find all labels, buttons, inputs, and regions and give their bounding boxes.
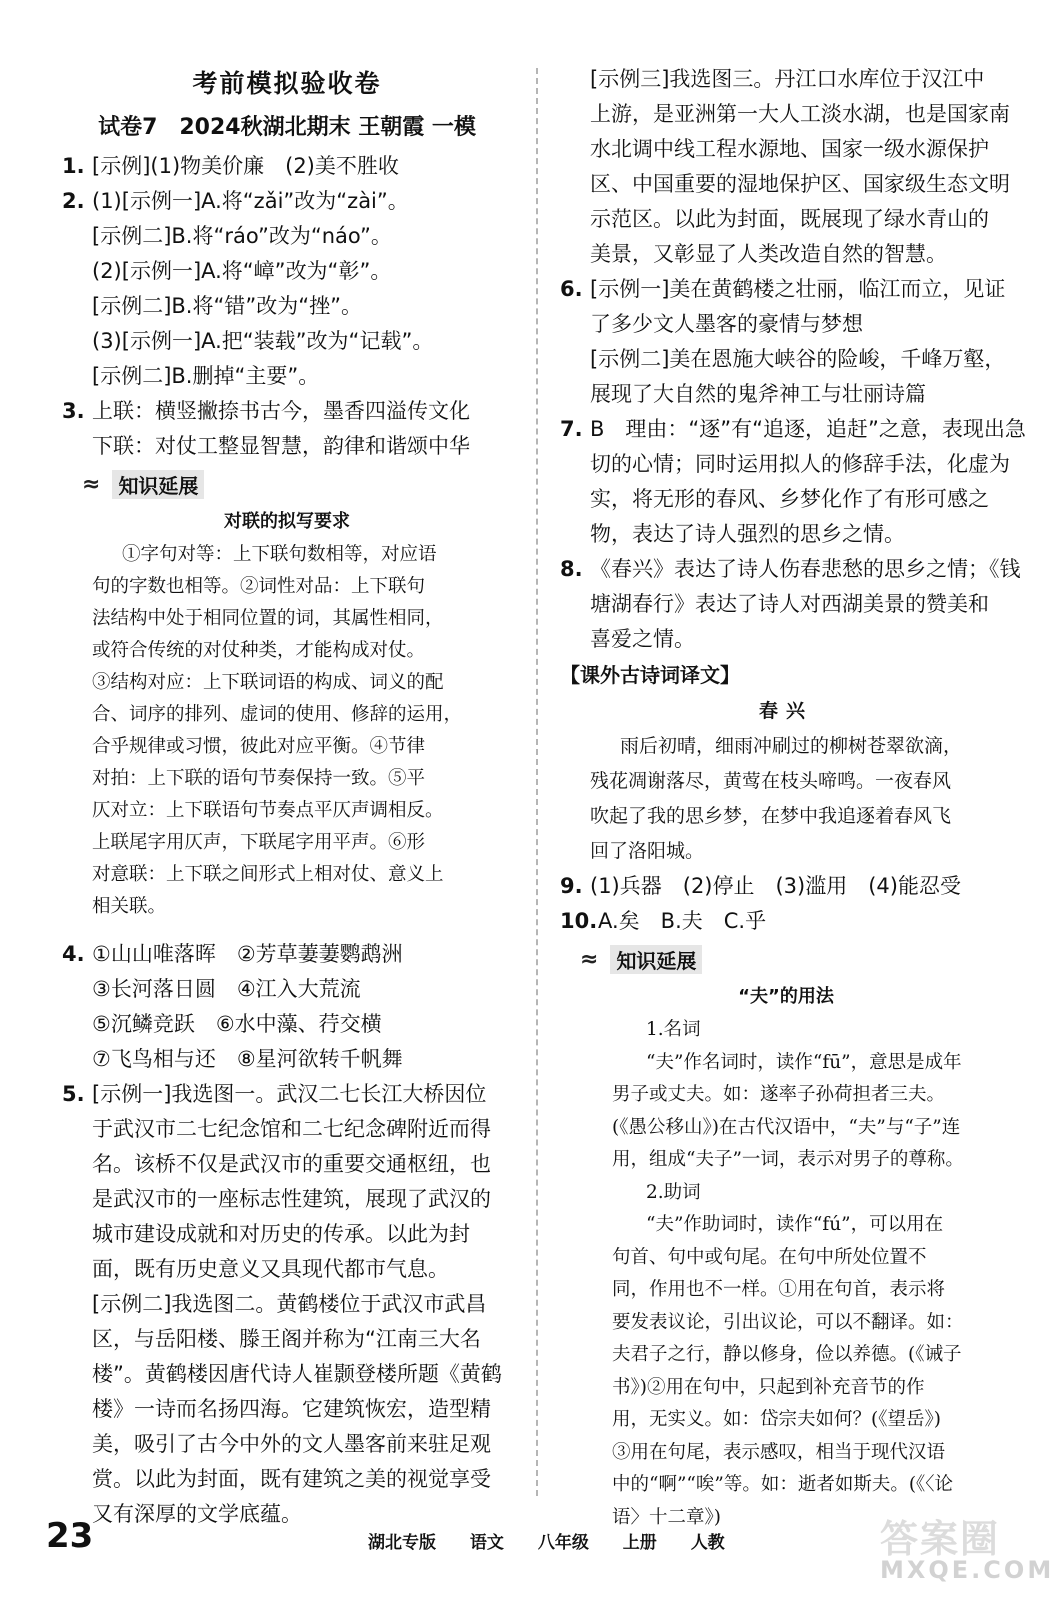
extension-line: 相关联。 — [92, 896, 167, 917]
extension-line: “夫”作助词时，读作“fú”，可以用在 — [646, 1214, 944, 1235]
extension-line: 仄对立：上下联语句节奏点平仄声调相反。 — [92, 800, 444, 821]
wave-icon: ≈ — [580, 947, 599, 972]
answer-line: 水北调中线工程水源地、国家一级水源保护 — [590, 137, 989, 161]
extension-line: 法结构中处于相同位置的词，其属性相同， — [92, 608, 444, 629]
watermark-url: MXQE.COM — [880, 1556, 1055, 1584]
answer-line: 下联：对仗工整显智慧，韵律和谐颂中华 — [92, 434, 470, 458]
knowledge-extension-label: 知识延展 — [112, 470, 204, 499]
extension-line: 书》)②用在句中，只起到补充音节的作 — [612, 1376, 925, 1398]
page-title: 考前模拟验收卷 — [192, 69, 382, 98]
translation-line: 回了洛阳城。 — [590, 840, 705, 862]
answer-line: [示例二]B.将“错”改为“挫”。 — [92, 294, 362, 318]
translation-line: 残花凋谢落尽，黄莺在枝头啼鸣。一夜春风 — [590, 770, 952, 792]
answer-text: 上联：横竖撇捺书古今，墨香四溢传文化 — [92, 399, 470, 423]
answer-number: 7. — [560, 417, 583, 441]
answer-text: [示例一]美在黄鹤楼之壮丽，临江而立，见证 — [590, 277, 1006, 301]
answer-1 — [62, 149, 512, 184]
footer-info — [368, 1528, 747, 1553]
extension-line: 或符合传统的对仗种类，才能构成对仗。 — [92, 640, 426, 661]
answer-line: 塘湖春行》表达了诗人对西湖美景的赞美和 — [590, 592, 989, 616]
answer-line: 上游，是亚洲第一大人工淡水湖，也是国家南 — [590, 102, 1010, 126]
answer-line: [示例二]我选图二。黄鹤楼位于武汉市武昌 — [92, 1292, 487, 1316]
answer-line: 名。该桥不仅是武汉市的重要交通枢纽，也 — [92, 1152, 491, 1176]
extension-line: 2.助词 — [646, 1181, 701, 1203]
extension-line: 中的“啊”“唉”等。如：逝者如斯夫。(《〈论 — [612, 1474, 954, 1495]
answer-line: 又有深厚的文学底蕴。 — [92, 1502, 302, 1526]
answer-line: [示例二]B.删掉“主要”。 — [92, 364, 320, 388]
extension-line: “夫”作名词时，读作“fū”，意思是成年 — [646, 1051, 962, 1073]
extension-line: 用，无实义。如：岱宗夫如何？(《望岳》) — [612, 1409, 941, 1430]
column-divider — [536, 68, 538, 1496]
answer-7 — [560, 412, 1026, 447]
translation-line: 吹起了我的思乡梦，在梦中我追逐着春风飞 — [590, 805, 952, 827]
extension-line: 男子或丈夫。如：遂率子孙荷担者三夫。 — [612, 1084, 946, 1105]
answer-number: 10. — [560, 909, 598, 933]
knowledge-extension-label: 知识延展 — [610, 945, 702, 974]
answer-number: 9. — [560, 874, 583, 898]
extension-line: 用，组成“夫子”一词，表示对男子的尊称。 — [612, 1149, 964, 1170]
extension-line: 合、词序的排列、虚词的使用、修辞的运用， — [92, 704, 463, 725]
extension-line: 语〉十二章》) — [612, 1506, 721, 1528]
extension-line: 夫君子之行，静以修身，俭以养德。(《诫子 — [612, 1344, 962, 1365]
answer-9 — [560, 869, 1012, 904]
answer-line: 楼》一诗而名扬四海。它建筑恢宏，造型精 — [92, 1397, 491, 1421]
answer-10 — [560, 904, 1012, 939]
extension-title: “夫”的用法 — [738, 986, 834, 1007]
extension-line: (《愚公移山》)在古代汉语中，“夫”与“子”连 — [612, 1116, 961, 1138]
answer-line: [示例二]B.将“ráo”改为“náo”。 — [92, 224, 392, 248]
answer-line: 赏。以此为封面，既有建筑之美的视觉享受 — [92, 1467, 491, 1491]
watermark-logo: 答案圈 — [880, 1517, 1001, 1561]
wave-icon: ≈ — [82, 472, 101, 497]
footer-item-volume: 上册 — [622, 1533, 657, 1553]
footer-item-edition: 湖北专版 — [368, 1533, 436, 1553]
answer-line: 是武汉市的一座标志性建筑，展现了武汉的 — [92, 1187, 491, 1211]
answer-number: 3. — [62, 399, 85, 423]
extension-line: 同，作用也不一样。①用在句首，表示将 — [612, 1279, 946, 1300]
answer-number: 5. — [62, 1082, 85, 1106]
translation-heading: 【课外古诗词译文】 — [560, 663, 740, 687]
answer-line: 切的心情；同时运用拟人的修辞手法，化虚为 — [590, 452, 1010, 476]
answer-line: 美景，又彰显了人类改造自然的智慧。 — [590, 242, 947, 266]
answer-6 — [560, 272, 1012, 307]
answer-number: 2. — [62, 189, 85, 213]
answer-line: (3)[示例一]A.把“装载”改为“记载”。 — [92, 329, 434, 353]
answer-line: 楼”。黄鹤楼因唐代诗人崔颢登楼所题《黄鹤 — [92, 1362, 502, 1386]
poem-title: 春兴 — [758, 700, 813, 722]
knowledge-extension-header — [82, 470, 512, 499]
extension-line: ③结构对应：上下联词语的构成、词义的配 — [92, 672, 444, 693]
footer-item-publisher: 人教 — [690, 1533, 725, 1553]
answer-4 — [62, 937, 512, 972]
answer-line: ⑦飞鸟相与还 ⑧星河欲转千帆舞 — [92, 1047, 403, 1071]
exam-subtitle: 试卷7 2024秋湖北期末 王朝霞 一模 — [98, 115, 476, 140]
answer-3 — [62, 394, 512, 429]
extension-line: 句的字数也相等。②词性对品：上下联句 — [92, 576, 426, 597]
extension-line: 合乎规律或习惯，彼此对应平衡。④节律 — [92, 736, 426, 757]
answer-line: 面，既有历史意义又具现代都市气息。 — [92, 1257, 449, 1281]
knowledge-extension-header — [580, 945, 1012, 974]
translation-line: 雨后初晴，细雨冲刷过的柳树苍翠欲滴， — [620, 735, 963, 757]
answer-5 — [62, 1077, 512, 1112]
answer-line: 了多少文人墨客的豪情与梦想 — [590, 312, 863, 336]
answer-line: ③长河落日圆 ④江入大荒流 — [92, 977, 361, 1001]
left-column — [62, 60, 512, 1532]
extension-line: 对意联：上下联之间形式上相对仗、意义上 — [92, 864, 444, 885]
answer-line: 喜爱之情。 — [590, 627, 695, 651]
answer-text: [示例一]我选图一。武汉二七长江大桥因位 — [92, 1082, 487, 1106]
answer-text: 《春兴》表达了诗人伤春悲愁的思乡之情；《钱 — [590, 557, 1021, 581]
extension-line: 要发表议论，引出议论，可以不翻译。如： — [612, 1311, 964, 1333]
footer-item-subject: 语文 — [469, 1533, 504, 1553]
answer-text: [示例](1)物美价廉 (2)美不胜收 — [92, 154, 399, 178]
answer-number: 1. — [62, 154, 85, 178]
extension-line: 句首、句中或句尾。在句中所处位置不 — [612, 1246, 927, 1268]
answer-text: (1)[示例一]A.将“zǎi”改为“zài”。 — [92, 189, 409, 213]
footer-item-grade: 八年级 — [537, 1533, 589, 1553]
answer-line: 区，与岳阳楼、滕王阁并称为“江南三大名 — [92, 1327, 481, 1351]
answer-line: 物，表达了诗人强烈的思乡之情。 — [590, 522, 905, 546]
extension-line: ①字句对等：上下联句数相等，对应语 — [122, 544, 437, 565]
answer-line: 区、中国重要的湿地保护区、国家级生态文明 — [590, 172, 1010, 196]
answer-number: 8. — [560, 557, 583, 581]
answer-line: [示例二]美在恩施大峡谷的险峻，千峰万壑， — [590, 347, 1006, 371]
answer-line: 实，将无形的春风、乡梦化作了有形可感之 — [590, 487, 989, 511]
answer-text: A.矣 B.夫 C.乎 — [598, 909, 767, 933]
answer-line: [示例三]我选图三。丹江口水库位于汉江中 — [590, 67, 985, 91]
extension-title: 对联的拟写要求 — [224, 511, 350, 532]
answer-line: 展现了大自然的鬼斧神工与壮丽诗篇 — [590, 382, 926, 406]
answer-text: B 理由：“逐”有“追逐，追赶”之意，表现出急 — [590, 417, 1026, 441]
answer-number: 6. — [560, 277, 583, 301]
answer-2 — [62, 184, 512, 219]
right-column — [560, 62, 1026, 1534]
answer-line: ⑤沉鳞竞跃 ⑥水中藻、荇交横 — [92, 1012, 382, 1036]
answer-line: 于武汉市二七纪念馆和二七纪念碑附近而得 — [92, 1117, 491, 1141]
extension-line: 1.名词 — [646, 1019, 701, 1040]
extension-line: 对拍：上下联的语句节奏保持一致。⑤平 — [92, 768, 426, 789]
answer-text: ①山山唯落晖 ②芳草萋萋鹦鹉洲 — [92, 942, 403, 966]
extension-line: 上联尾字用仄声，下联尾字用平声。⑥形 — [92, 832, 426, 853]
answer-line: (2)[示例一]A.将“嶂”改为“彰”。 — [92, 259, 392, 283]
page-number: 23 — [46, 1516, 94, 1556]
answer-line: 城市建设成就和对历史的传承。以此为封 — [92, 1222, 470, 1246]
extension-line: ③用在句尾，表示感叹，相当于现代汉语 — [612, 1441, 946, 1463]
answer-text: (1)兵器 (2)停止 (3)滥用 (4)能忍受 — [590, 874, 961, 898]
answer-line: 美，吸引了古今中外的文人墨客前来驻足观 — [92, 1432, 491, 1456]
answer-number: 4. — [62, 942, 85, 966]
answer-line: 示范区。以此为封面，既展现了绿水青山的 — [590, 207, 989, 231]
answer-8 — [560, 552, 1021, 587]
